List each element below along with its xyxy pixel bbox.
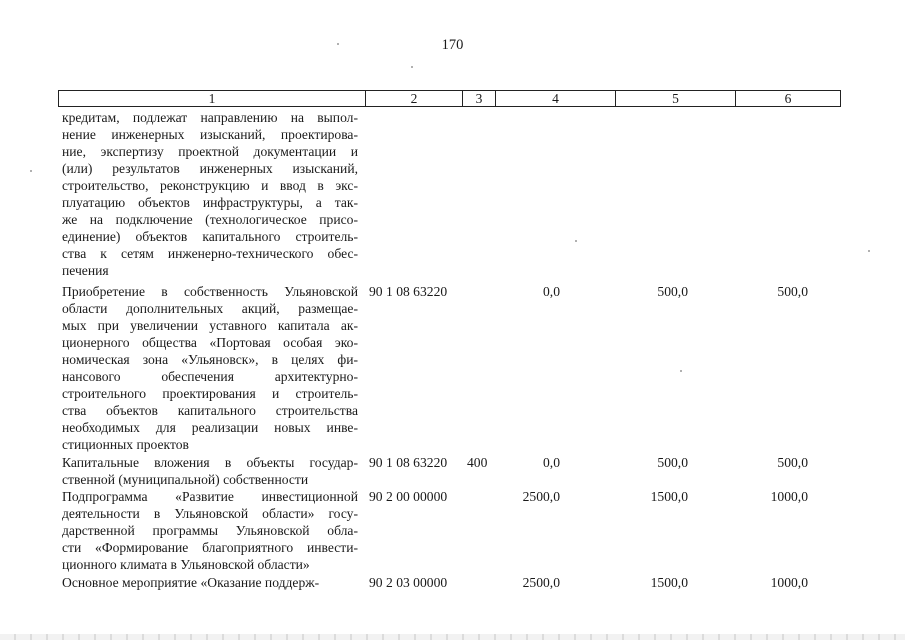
row-value-col6: 1000,0 <box>770 575 808 590</box>
table-column-header <box>58 90 841 107</box>
column-header-2: 2 <box>365 91 462 106</box>
description-line: нансового обеспечения архитектурно- <box>62 369 358 384</box>
description-line: строительство, реконструкцию и ввод в экс- <box>62 178 358 193</box>
row-code: 90 2 00 00000 <box>369 489 448 504</box>
scan-speck <box>30 170 32 172</box>
description-line: ства к сетям инженерно-технического обес- <box>62 246 358 261</box>
column-header-5: 5 <box>615 91 735 106</box>
description-line: плуатацию объектов инфраструктуры, а так- <box>62 195 358 210</box>
row-description <box>62 488 358 573</box>
scan-speck <box>868 250 870 252</box>
description-line: необходимых для реализации новых инве- <box>62 420 358 435</box>
description-line: ционерного общества «Портовая особая эко- <box>62 335 358 350</box>
description-line: строительного проектирования и строитель- <box>62 386 358 401</box>
scan-speck <box>680 370 682 372</box>
column-header-1: 1 <box>208 91 216 106</box>
description-line: Капитальные вложения в объекты государ- <box>62 455 358 470</box>
description-line: номическая зона «Ульяновск», в целях фи- <box>62 352 358 367</box>
description-line: стиционных проектов <box>62 437 189 452</box>
column-header-3: 3 <box>462 91 495 106</box>
column-header-4: 4 <box>495 91 615 106</box>
row-description <box>62 454 358 488</box>
row-code: 90 2 03 00000 <box>369 575 448 590</box>
description-line: же на подключение (технологическое присо- <box>62 212 358 227</box>
row-value-col4: 2500,0 <box>522 489 560 504</box>
scan-speck <box>411 66 413 68</box>
scan-edge <box>0 634 905 640</box>
row-value-col5: 1500,0 <box>650 575 688 590</box>
row-value-col4: 2500,0 <box>522 575 560 590</box>
description-line: (или) результатов инженерных изысканий, <box>62 161 358 176</box>
description-line: ционного климата в Ульяновской области» <box>62 557 310 572</box>
row-value-col4: 0,0 <box>543 455 560 470</box>
description-line: ства объектов капитального строительства <box>62 403 358 418</box>
row-description <box>62 283 358 453</box>
row-code: 90 1 08 63220 <box>369 284 448 299</box>
description-line: кредитам, подлежат направлению на выпол- <box>62 110 358 125</box>
row-value-col6: 500,0 <box>777 284 808 299</box>
row-value-col5: 500,0 <box>657 455 688 470</box>
description-line: дарственной программы Ульяновской обла- <box>62 523 358 538</box>
row-expense-type: 400 <box>467 455 488 470</box>
description-line: Приобретение в собственность Ульяновской <box>62 284 358 299</box>
column-header-6: 6 <box>735 91 840 106</box>
description-line: мых при увеличении уставного капитала ак- <box>62 318 358 333</box>
row-value-col6: 500,0 <box>777 455 808 470</box>
description-line: ственной (муниципальной) собственности <box>62 472 309 487</box>
description-line: сти «Формирование благоприятного инвести- <box>62 540 358 555</box>
row-value-col4: 0,0 <box>543 284 560 299</box>
description-line: деятельности в Ульяновской области» госу- <box>62 506 358 521</box>
row-description <box>62 109 358 279</box>
description-line: печения <box>62 263 109 278</box>
row-value-col5: 500,0 <box>657 284 688 299</box>
description-line: Подпрограмма «Развитие инвестиционной <box>62 489 358 504</box>
row-value-col6: 1000,0 <box>770 489 808 504</box>
description-line: области дополнительных акций, размещае- <box>62 301 358 316</box>
row-value-col5: 1500,0 <box>650 489 688 504</box>
scan-speck <box>575 240 577 242</box>
scan-speck <box>337 43 339 45</box>
row-description <box>62 574 358 591</box>
row-code: 90 1 08 63220 <box>369 455 448 470</box>
page-number: 170 <box>441 37 464 53</box>
description-line: единение) объектов капитального строитель- <box>62 229 358 244</box>
description-line: нение инженерных изысканий, проектирова- <box>62 127 358 142</box>
description-line: Основное мероприятие «Оказание поддерж- <box>62 575 320 590</box>
description-line: ние, экспертизу проектной документации и <box>62 144 358 159</box>
